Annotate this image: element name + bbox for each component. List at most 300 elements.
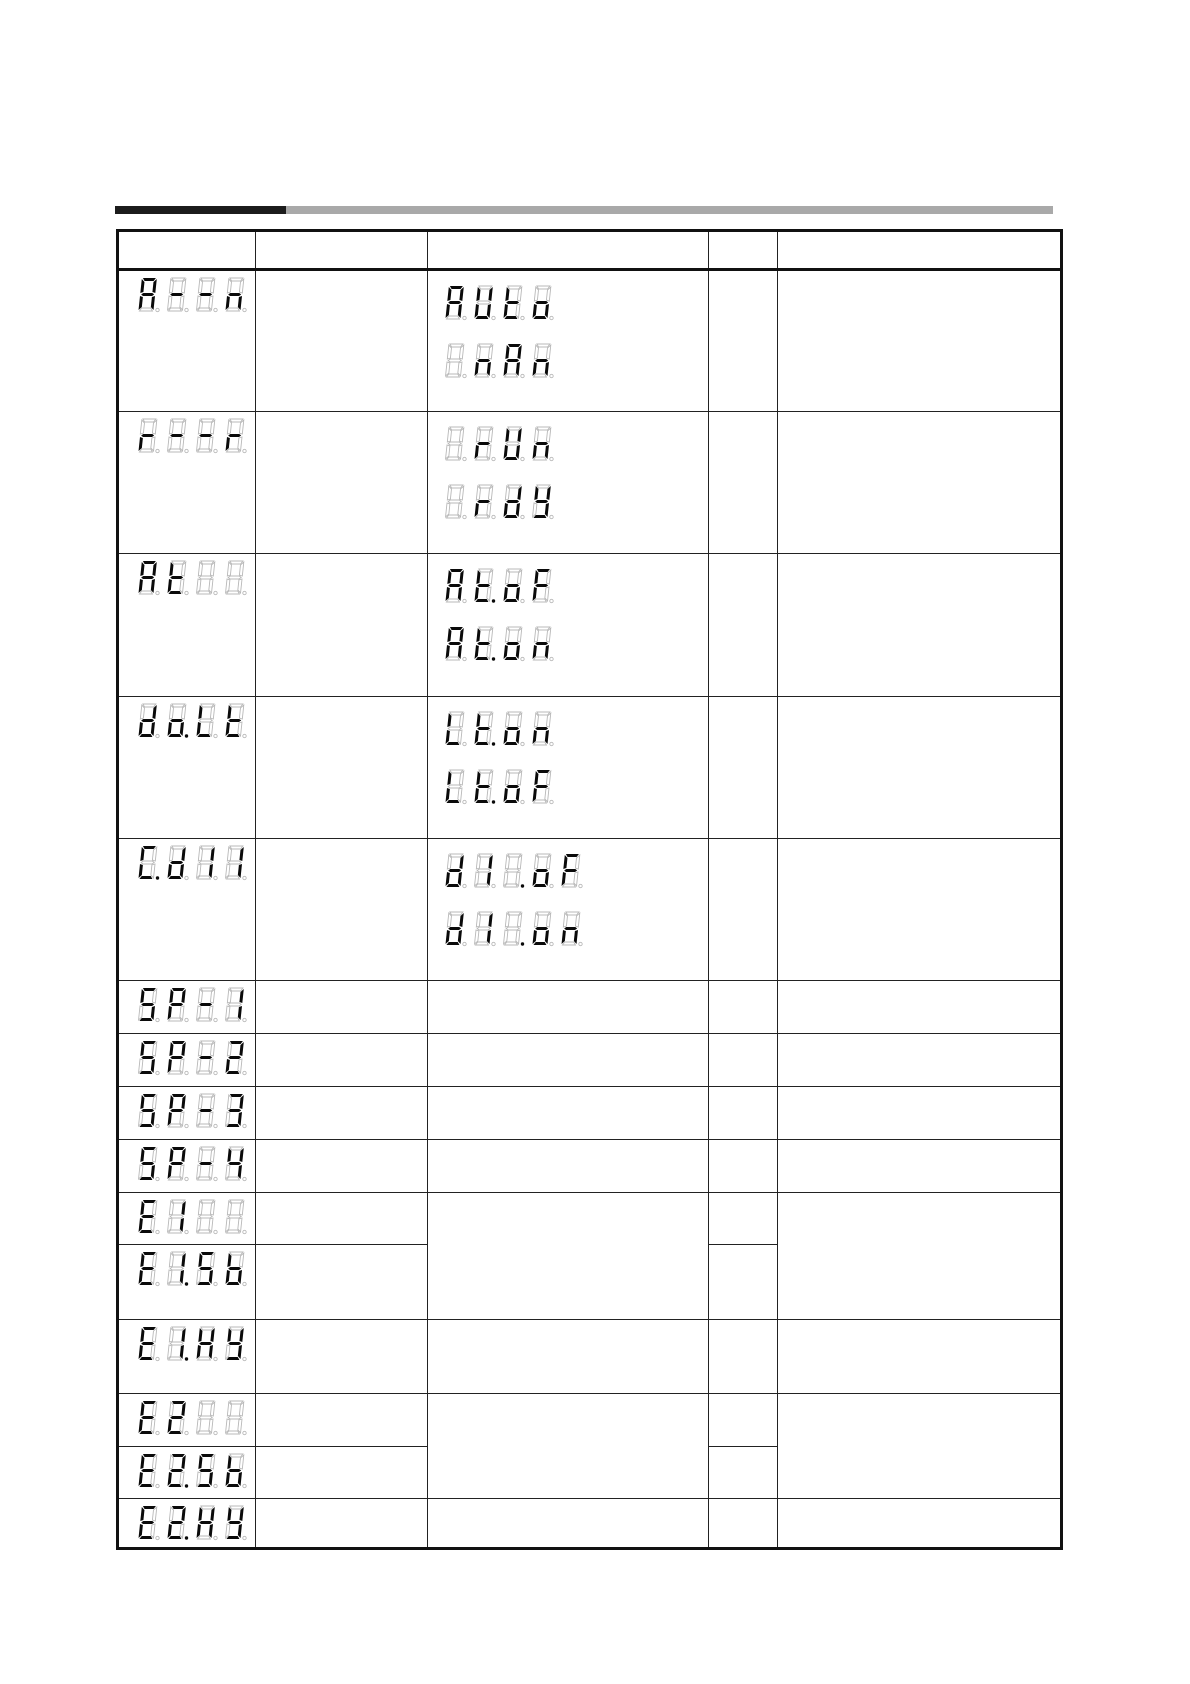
segment-c bbox=[151, 1345, 155, 1359]
decimal-point bbox=[463, 458, 466, 461]
segment-e bbox=[475, 304, 479, 318]
code-cell bbox=[118, 1087, 256, 1140]
segment-d bbox=[139, 591, 152, 594]
segment-c bbox=[151, 1165, 155, 1179]
header-cell-code bbox=[118, 231, 256, 270]
segment-b bbox=[181, 1042, 185, 1056]
table-row bbox=[118, 1498, 1062, 1548]
segment-digit bbox=[224, 1040, 248, 1076]
segment-a bbox=[230, 419, 243, 422]
segment-c bbox=[209, 722, 213, 736]
decimal-point bbox=[492, 600, 495, 603]
segment-a bbox=[479, 427, 492, 430]
segment-e bbox=[168, 864, 172, 878]
segment-f bbox=[534, 855, 538, 869]
segment-a bbox=[537, 912, 550, 915]
segment-f bbox=[140, 279, 144, 293]
table-row bbox=[118, 696, 1062, 838]
segment-a bbox=[479, 712, 492, 715]
segment-digit bbox=[502, 343, 526, 379]
segment-e bbox=[475, 730, 479, 744]
segment-digit bbox=[195, 1093, 219, 1129]
options-cell bbox=[428, 981, 709, 1034]
description-cell bbox=[778, 554, 1062, 696]
default-cell bbox=[709, 696, 778, 838]
segment-e bbox=[504, 788, 508, 802]
segment-digit bbox=[166, 1199, 190, 1235]
table-row bbox=[118, 1140, 1062, 1193]
decimal-point bbox=[156, 876, 159, 879]
segment-b bbox=[181, 1148, 185, 1162]
default-cell bbox=[709, 1498, 778, 1548]
segment-f bbox=[447, 628, 451, 642]
segment-digit bbox=[166, 418, 190, 454]
decimal-point bbox=[185, 592, 188, 595]
segment-digit bbox=[137, 1093, 161, 1129]
segment-digit bbox=[224, 277, 248, 313]
decimal-point bbox=[214, 450, 217, 453]
default-cell bbox=[709, 1319, 778, 1393]
segment-c bbox=[151, 1006, 155, 1020]
segment-g bbox=[141, 1469, 154, 1472]
decimal-point bbox=[214, 1178, 217, 1181]
segment-digit bbox=[444, 769, 468, 805]
segment-digit bbox=[195, 1326, 219, 1362]
segment-e bbox=[168, 1524, 172, 1538]
segment-f bbox=[169, 1148, 173, 1162]
segment-d bbox=[562, 942, 575, 945]
decimal-point bbox=[550, 884, 553, 887]
segment-d bbox=[475, 316, 488, 319]
default-cell bbox=[709, 1446, 778, 1498]
segment-b bbox=[152, 1402, 156, 1416]
options-cell bbox=[428, 1393, 709, 1498]
options-cell bbox=[428, 1087, 709, 1140]
segment-d bbox=[475, 800, 488, 803]
segment-b bbox=[459, 287, 463, 301]
decimal-point bbox=[156, 1283, 159, 1286]
segment-c bbox=[487, 645, 491, 659]
decimal-point bbox=[492, 658, 495, 661]
segment-a bbox=[450, 344, 463, 347]
decimal-point bbox=[185, 1125, 188, 1128]
segment-digit bbox=[502, 853, 526, 889]
segment-g bbox=[448, 301, 461, 304]
name-cell bbox=[256, 1498, 428, 1548]
segment-g bbox=[170, 719, 183, 722]
code-cell bbox=[118, 412, 256, 554]
segment-a bbox=[450, 712, 463, 715]
segment-e bbox=[139, 1165, 143, 1179]
segment-f bbox=[169, 1328, 173, 1342]
segment-g bbox=[141, 861, 154, 864]
segment-g bbox=[170, 1469, 183, 1472]
segment-a bbox=[143, 1041, 156, 1044]
segment-e bbox=[226, 1345, 230, 1359]
segment-b bbox=[152, 1148, 156, 1162]
segment-g bbox=[228, 1416, 241, 1419]
segment-f bbox=[169, 1455, 173, 1469]
decimal-point bbox=[550, 316, 553, 319]
segment-digit bbox=[531, 711, 555, 747]
decimal-point bbox=[492, 884, 495, 887]
segment-digit bbox=[224, 987, 248, 1023]
segment-d bbox=[226, 1484, 239, 1487]
segment-f bbox=[140, 420, 144, 434]
decimal-point bbox=[521, 374, 524, 377]
segment-g bbox=[141, 1109, 154, 1112]
segment-g bbox=[141, 1416, 154, 1419]
seven-seg-display bbox=[137, 1400, 255, 1436]
segment-e bbox=[197, 1472, 201, 1486]
segment-a bbox=[201, 704, 214, 707]
segment-e bbox=[504, 730, 508, 744]
segment-f bbox=[505, 345, 509, 359]
decimal-point bbox=[579, 942, 582, 945]
segment-a bbox=[201, 1506, 214, 1509]
code-cell bbox=[118, 554, 256, 696]
segment-digit bbox=[560, 853, 584, 889]
segment-f bbox=[505, 771, 509, 785]
segment-g bbox=[564, 869, 577, 872]
segment-d bbox=[533, 742, 546, 745]
segment-d bbox=[168, 1357, 181, 1360]
segment-d bbox=[168, 1124, 181, 1127]
segment-g bbox=[477, 927, 490, 930]
segment-f bbox=[505, 855, 509, 869]
segment-f bbox=[563, 855, 567, 869]
code-cell bbox=[118, 1446, 256, 1498]
segment-e bbox=[226, 1112, 230, 1126]
segment-a bbox=[172, 1147, 185, 1150]
segment-c bbox=[180, 864, 184, 878]
segment-b bbox=[459, 628, 463, 642]
segment-d bbox=[139, 1484, 152, 1487]
segment-e bbox=[139, 1419, 143, 1433]
segment-a bbox=[537, 485, 550, 488]
decimal-point bbox=[463, 600, 466, 603]
seven-seg-display bbox=[137, 277, 255, 313]
decimal-point bbox=[550, 742, 553, 745]
options-cell bbox=[428, 838, 709, 980]
decimal-point bbox=[463, 658, 466, 661]
segment-e bbox=[446, 930, 450, 944]
segment-d bbox=[475, 457, 488, 460]
segment-a bbox=[537, 427, 550, 430]
segment-digit bbox=[444, 426, 468, 462]
segment-c bbox=[151, 864, 155, 878]
segment-d bbox=[446, 457, 459, 460]
decimal-point bbox=[579, 884, 582, 887]
decimal-point bbox=[550, 800, 553, 803]
segment-digit bbox=[137, 1251, 161, 1287]
segment-d bbox=[475, 374, 488, 377]
segment-d bbox=[139, 876, 152, 879]
segment-d bbox=[168, 876, 181, 879]
segment-g bbox=[199, 1003, 212, 1006]
segment-g bbox=[170, 1267, 183, 1270]
decimal-point bbox=[214, 1018, 217, 1021]
segment-digit bbox=[195, 1453, 219, 1489]
segment-f bbox=[534, 570, 538, 584]
segment-digit bbox=[166, 1146, 190, 1182]
segment-f bbox=[198, 279, 202, 293]
description-cell bbox=[778, 1140, 1062, 1193]
decimal-point bbox=[550, 658, 553, 661]
segment-a bbox=[508, 770, 521, 773]
parameter-table bbox=[116, 229, 1063, 1550]
segment-f bbox=[140, 1507, 144, 1521]
segment-digit bbox=[166, 1326, 190, 1362]
header-rule-dark bbox=[115, 206, 286, 214]
default-cell bbox=[709, 412, 778, 554]
decimal-point bbox=[463, 374, 466, 377]
decimal-point bbox=[214, 1283, 217, 1286]
seven-seg-display bbox=[444, 911, 708, 947]
segment-digit bbox=[444, 343, 468, 379]
decimal-point bbox=[521, 316, 524, 319]
segment-a bbox=[230, 846, 243, 849]
segment-digit bbox=[224, 560, 248, 596]
segment-g bbox=[477, 869, 490, 872]
segment-d bbox=[139, 1357, 152, 1360]
segment-f bbox=[227, 1402, 231, 1416]
segment-a bbox=[201, 1200, 214, 1203]
default-cell bbox=[709, 1245, 778, 1319]
segment-c bbox=[238, 722, 242, 736]
options-cell bbox=[428, 1034, 709, 1087]
segment-digit bbox=[195, 1199, 219, 1235]
decimal-point bbox=[156, 1231, 159, 1234]
decimal-point bbox=[463, 516, 466, 519]
segment-e bbox=[197, 1270, 201, 1284]
decimal-point bbox=[156, 1071, 159, 1074]
segment-b bbox=[181, 989, 185, 1003]
segment-g bbox=[228, 719, 241, 722]
segment-a bbox=[172, 1327, 185, 1330]
segment-d bbox=[446, 657, 459, 660]
segment-c bbox=[458, 730, 462, 744]
decimal-point bbox=[243, 592, 246, 595]
segment-g bbox=[448, 584, 461, 587]
segment-b bbox=[152, 1328, 156, 1342]
segment-e bbox=[226, 1059, 230, 1073]
segment-g bbox=[535, 442, 548, 445]
segment-g bbox=[170, 861, 183, 864]
segment-f bbox=[140, 1148, 144, 1162]
segment-digit bbox=[473, 343, 497, 379]
segment-digit bbox=[137, 1400, 161, 1436]
seven-seg-display bbox=[444, 711, 708, 747]
segment-e bbox=[533, 872, 537, 886]
segment-d bbox=[139, 1071, 152, 1074]
segment-g bbox=[564, 927, 577, 930]
segment-d bbox=[533, 515, 546, 518]
options-cell bbox=[428, 1140, 709, 1193]
segment-b bbox=[210, 1455, 214, 1469]
segment-a bbox=[230, 1147, 243, 1150]
decimal-point bbox=[156, 1536, 159, 1539]
segment-a bbox=[201, 1252, 214, 1255]
segment-digit bbox=[444, 626, 468, 662]
segment-f bbox=[227, 562, 231, 576]
segment-g bbox=[535, 359, 548, 362]
segment-g bbox=[170, 1109, 183, 1112]
segment-a bbox=[450, 286, 463, 289]
decimal-point bbox=[243, 1178, 246, 1181]
segment-g bbox=[170, 1416, 183, 1419]
segment-g bbox=[506, 927, 519, 930]
segment-d bbox=[446, 515, 459, 518]
segment-a bbox=[172, 704, 185, 707]
segment-g bbox=[228, 1109, 241, 1112]
segment-d bbox=[197, 1357, 210, 1360]
segment-a bbox=[479, 770, 492, 773]
segment-g bbox=[199, 861, 212, 864]
segment-b bbox=[152, 1095, 156, 1109]
segment-g bbox=[199, 1056, 212, 1059]
segment-g bbox=[535, 927, 548, 930]
segment-a bbox=[537, 712, 550, 715]
segment-g bbox=[170, 1162, 183, 1165]
segment-g bbox=[199, 434, 212, 437]
segment-digit bbox=[473, 484, 497, 520]
segment-digit bbox=[531, 911, 555, 947]
segment-d bbox=[504, 884, 517, 887]
segment-c bbox=[238, 1472, 242, 1486]
segment-f bbox=[534, 628, 538, 642]
segment-digit bbox=[195, 1400, 219, 1436]
segment-g bbox=[141, 1342, 154, 1345]
code-cell bbox=[118, 1245, 256, 1319]
segment-a bbox=[172, 988, 185, 991]
decimal-point bbox=[156, 1431, 159, 1434]
segment-a bbox=[479, 569, 492, 572]
name-cell bbox=[256, 1034, 428, 1087]
seven-seg-display bbox=[444, 769, 708, 805]
decimal-point bbox=[156, 450, 159, 453]
segment-c bbox=[545, 503, 549, 517]
segment-a bbox=[230, 1094, 243, 1097]
decimal-point bbox=[243, 1231, 246, 1234]
segment-d bbox=[197, 1018, 210, 1021]
decimal-point bbox=[492, 800, 495, 803]
segment-g bbox=[506, 301, 519, 304]
segment-g bbox=[141, 1215, 154, 1218]
description-cell bbox=[778, 1319, 1062, 1393]
segment-g bbox=[535, 584, 548, 587]
segment-c bbox=[180, 1524, 184, 1538]
segment-e bbox=[504, 304, 508, 318]
decimal-point bbox=[185, 1357, 188, 1360]
decimal-point bbox=[156, 1018, 159, 1021]
segment-b bbox=[152, 279, 156, 293]
segment-g bbox=[448, 442, 461, 445]
segment-digit bbox=[195, 1040, 219, 1076]
decimal-point bbox=[492, 374, 495, 377]
decimal-point bbox=[156, 1484, 159, 1487]
segment-digit bbox=[195, 1505, 219, 1541]
decimal-point bbox=[156, 308, 159, 311]
seven-seg-display bbox=[137, 418, 255, 454]
segment-f bbox=[169, 989, 173, 1003]
segment-a bbox=[143, 1401, 156, 1404]
segment-f bbox=[476, 486, 480, 500]
segment-g bbox=[199, 1215, 212, 1218]
table-row bbox=[118, 412, 1062, 554]
segment-g bbox=[448, 869, 461, 872]
segment-a bbox=[537, 854, 550, 857]
segment-g bbox=[448, 785, 461, 788]
decimal-point bbox=[185, 1283, 188, 1286]
segment-g bbox=[170, 576, 183, 579]
segment-d bbox=[504, 316, 517, 319]
segment-e bbox=[139, 1270, 143, 1284]
segment-e bbox=[446, 872, 450, 886]
decimal-point bbox=[214, 1125, 217, 1128]
segment-f bbox=[169, 1042, 173, 1056]
segment-digit bbox=[531, 343, 555, 379]
segment-f bbox=[447, 570, 451, 584]
segment-digit bbox=[137, 277, 161, 313]
name-cell bbox=[256, 270, 428, 412]
segment-f bbox=[198, 1042, 202, 1056]
segment-c bbox=[180, 722, 184, 736]
seven-seg-display bbox=[137, 560, 255, 596]
seven-seg-display bbox=[444, 285, 708, 321]
segment-digit bbox=[137, 560, 161, 596]
segment-d bbox=[168, 449, 181, 452]
decimal-point bbox=[463, 316, 466, 319]
segment-a bbox=[172, 846, 185, 849]
segment-e bbox=[168, 579, 172, 593]
segment-g bbox=[535, 642, 548, 645]
segment-g bbox=[170, 293, 183, 296]
segment-d bbox=[226, 591, 239, 594]
default-cell bbox=[709, 838, 778, 980]
name-cell bbox=[256, 981, 428, 1034]
segment-g bbox=[141, 1162, 154, 1165]
segment-d bbox=[197, 734, 210, 737]
segment-a bbox=[479, 912, 492, 915]
segment-g bbox=[141, 719, 154, 722]
segment-digit bbox=[473, 711, 497, 747]
segment-g bbox=[448, 927, 461, 930]
segment-d bbox=[475, 884, 488, 887]
segment-d bbox=[139, 449, 152, 452]
segment-g bbox=[199, 1469, 212, 1472]
segment-a bbox=[508, 712, 521, 715]
segment-f bbox=[227, 847, 231, 861]
segment-d bbox=[504, 515, 517, 518]
segment-b bbox=[152, 1507, 156, 1521]
segment-e bbox=[139, 1345, 143, 1359]
segment-a bbox=[508, 427, 521, 430]
segment-a bbox=[172, 419, 185, 422]
table-row bbox=[118, 981, 1062, 1034]
segment-d bbox=[197, 1536, 210, 1539]
segment-g bbox=[170, 1056, 183, 1059]
seven-seg-display bbox=[444, 484, 708, 520]
segment-digit bbox=[137, 418, 161, 454]
segment-d bbox=[168, 1484, 181, 1487]
segment-e bbox=[139, 1112, 143, 1126]
segment-a bbox=[537, 569, 550, 572]
decimal-point bbox=[185, 1178, 188, 1181]
code-cell bbox=[118, 696, 256, 838]
segment-digit bbox=[166, 1400, 190, 1436]
segment-c bbox=[487, 788, 491, 802]
